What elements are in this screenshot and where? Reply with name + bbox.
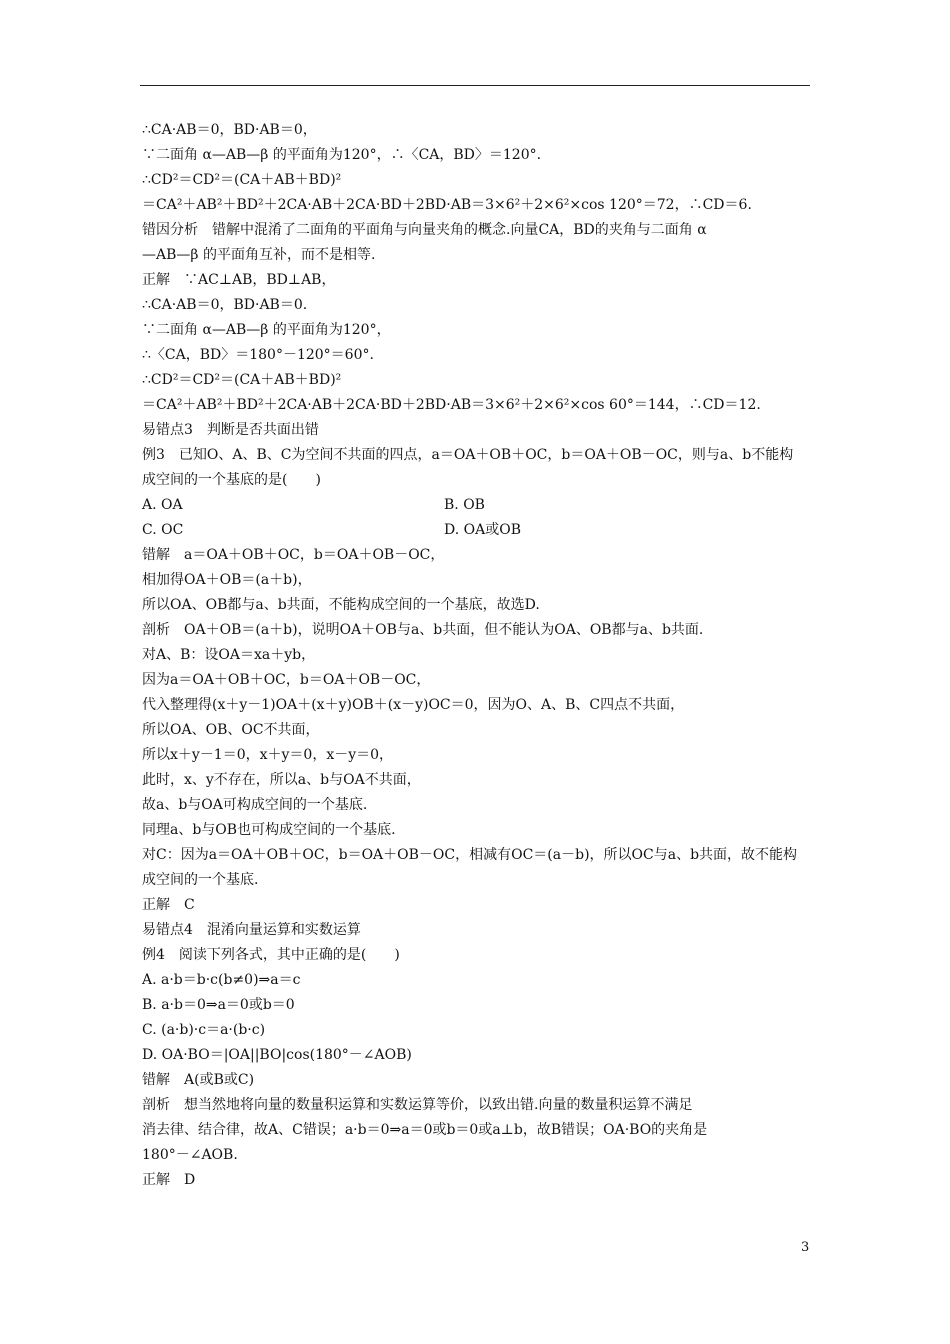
- text-line: 剖析 想当然地将向量的数量积运算和实数运算等价，以致出错.向量的数量积运算不满足: [142, 1097, 693, 1113]
- text-line: ∴CA·AB＝0，BD·AB＝0.: [142, 297, 308, 313]
- option-a: A. a·b＝b·c(b≠0)⇒a＝c: [142, 972, 301, 988]
- text-line: 所以OA、OB、OC不共面，: [142, 722, 320, 738]
- text-line: ＝CA²＋AB²＋BD²＋2CA·AB＋2CA·BD＋2BD·AB＝3×6²＋2×6²×cos 120°＝72，∴CD＝6.: [142, 197, 752, 213]
- text-line: 例4 阅读下列各式，其中正确的是( ): [142, 947, 400, 963]
- text-line: ∵二面角 α—AB—β 的平面角为120°，∴〈CA，BD〉＝120°.: [142, 147, 542, 163]
- text-line: 同理a、b与OB也可构成空间的一个基底.: [142, 822, 396, 838]
- option-b: B. a·b＝0⇒a＝0或b＝0: [142, 997, 295, 1013]
- text-line: —AB—β 的平面角互补，而不是相等.: [142, 247, 376, 263]
- text-line: 对C：因为a＝OA＋OB＋OC，b＝OA＋OB－OC，相减有OC＝(a－b)，所以OC与a、b共面，故不能构: [142, 847, 798, 863]
- text-line: ∴〈CA，BD〉＝180°－120°＝60°.: [142, 347, 374, 363]
- option-d: D. OA或OB: [444, 522, 521, 538]
- option-a: A. OA: [142, 497, 183, 513]
- text-line: 消去律、结合律，故A、C错误；a·b＝0⇒a＝0或b＝0或a⊥b，故B错误；OA·BO的夹角是: [142, 1122, 708, 1138]
- text-line: 因为a＝OA＋OB＋OC，b＝OA＋OB－OC，: [142, 672, 431, 688]
- option-c: C. OC: [142, 522, 184, 538]
- options-row: [142, 518, 810, 543]
- text-line: ＝CA²＋AB²＋BD²＋2CA·AB＋2CA·BD＋2BD·AB＝3×6²＋2×6²×cos 60°＝144，∴CD＝12.: [142, 397, 761, 413]
- page-content: [142, 118, 810, 1193]
- text-line: 所以OA、OB都与a、b共面，不能构成空间的一个基底，故选D.: [142, 597, 540, 613]
- text-line: 正解 ∵AC⊥AB，BD⊥AB，: [142, 272, 336, 288]
- text-line: 对A、B：设OA＝xa＋yb，: [142, 647, 316, 663]
- text-line: 正解 C: [142, 897, 195, 913]
- text-line: 相加得OA＋OB＝(a＋b)，: [142, 572, 312, 588]
- text-line: 例3 已知O、A、B、C为空间不共面的四点，a＝OA＋OB＋OC，b＝OA＋OB－OC，则与a、b不能构: [142, 447, 794, 463]
- option-c: C. (a·b)·c＝a·(b·c): [142, 1022, 266, 1038]
- text-line: ∴CA·AB＝0，BD·AB＝0，: [142, 122, 317, 138]
- section-heading: 易错点3 判断是否共面出错: [142, 422, 319, 438]
- text-line: 代入整理得(x＋y－1)OA＋(x＋y)OB＋(x－y)OC＝0，因为O、A、B、C四点不共面，: [142, 697, 685, 713]
- page-number: 3: [801, 1240, 810, 1255]
- text-line: 错解 a＝OA＋OB＋OC，b＝OA＋OB－OC，: [142, 547, 445, 563]
- text-line: ∵二面角 α—AB—β 的平面角为120°，: [142, 322, 391, 338]
- section-heading: 易错点4 混淆向量运算和实数运算: [142, 922, 361, 938]
- text-line: 成空间的一个基底.: [142, 872, 259, 888]
- text-line: ∴CD²＝CD²＝(CA＋AB＋BD)²: [142, 172, 342, 188]
- text-line: ∴CD²＝CD²＝(CA＋AB＋BD)²: [142, 372, 342, 388]
- option-d: D. OA·BO＝|OA||BO|cos(180°－∠AOB): [142, 1047, 412, 1063]
- text-line: 所以x＋y－1＝0，x＋y＝0，x－y＝0，: [142, 747, 394, 763]
- text-line: 此时，x、y不存在，所以a、b与OA不共面，: [142, 772, 421, 788]
- text-line: 剖析 OA＋OB＝(a＋b)，说明OA＋OB与a、b共面，但不能认为OA、OB都与a、b共面.: [142, 622, 704, 638]
- text-line: 故a、b与OA可构成空间的一个基底.: [142, 797, 368, 813]
- text-line: 错因分析 错解中混淆了二面角的平面角与向量夹角的概念.向量CA，BD的夹角与二面角 α: [142, 222, 707, 238]
- text-line: 正解 D: [142, 1172, 196, 1188]
- text-line: 错解 A(或B或C): [142, 1072, 255, 1088]
- options-row: [142, 493, 810, 518]
- header-rule: [140, 85, 810, 86]
- text-line: 180°－∠AOB.: [142, 1147, 238, 1163]
- option-b: B. OB: [444, 497, 485, 513]
- text-line: 成空间的一个基底的是( ): [142, 472, 321, 488]
